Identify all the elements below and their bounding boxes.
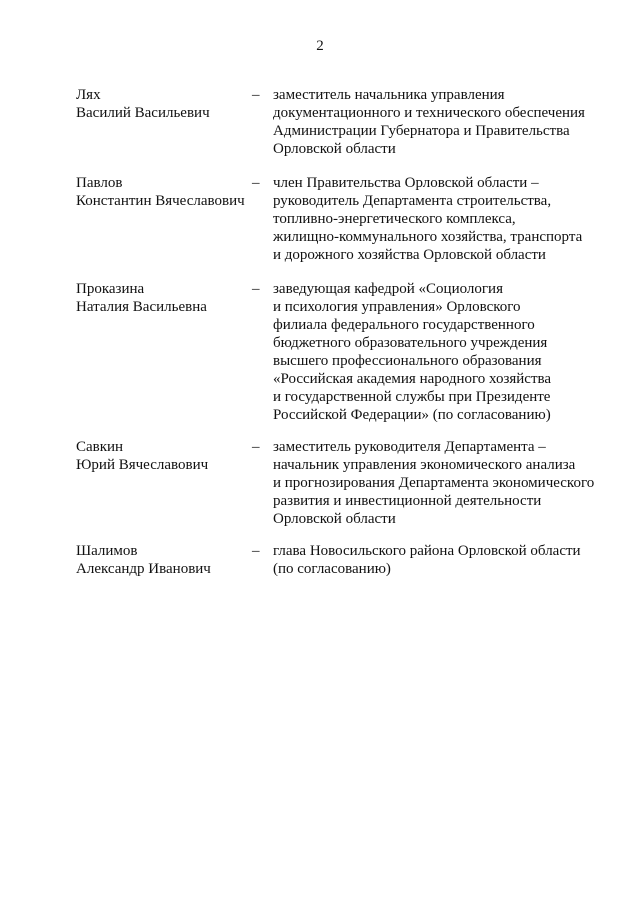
member-given-names: Юрий Вячеславович	[76, 457, 209, 473]
position-line: (по согласованию)	[273, 561, 391, 577]
position-line: и государственной службы при Президенте	[273, 389, 551, 405]
position-line: «Российская академия народного хозяйства	[273, 371, 552, 387]
position-line: начальник управления экономического анализа	[273, 457, 576, 473]
position-line: документационного и технического обеспечения	[273, 105, 585, 121]
member-surname: Проказина	[76, 281, 145, 297]
position-line: заместитель руководителя Департамента –	[273, 439, 546, 455]
separator-dash: –	[252, 87, 260, 103]
position-line: член Правительства Орловской области –	[273, 175, 539, 191]
position-line: Российской Федерации» (по согласованию)	[273, 407, 551, 423]
separator-dash: –	[252, 439, 260, 455]
position-line: и психология управления» Орловского	[273, 299, 521, 315]
position-line: жилищно-коммунального хозяйства, транспорта	[273, 229, 583, 245]
position-line: Администрации Губернатора и Правительства	[273, 123, 570, 139]
member-surname: Шалимов	[76, 543, 138, 559]
position-line: заведующая кафедрой «Социология	[273, 281, 503, 297]
position-line: высшего профессионального образования	[273, 353, 542, 369]
position-line: заместитель начальника управления	[273, 87, 505, 103]
member-surname: Павлов	[76, 175, 123, 191]
member-given-names: Василий Васильевич	[76, 105, 210, 121]
member-given-names: Наталия Васильевна	[76, 299, 207, 315]
position-line: и дорожного хозяйства Орловской области	[273, 247, 546, 263]
member-given-names: Александр Иванович	[76, 561, 211, 577]
member-surname: Савкин	[76, 439, 124, 455]
position-line: бюджетного образовательного учреждения	[273, 335, 548, 351]
separator-dash: –	[252, 281, 260, 297]
position-line: Орловской области	[273, 511, 396, 527]
member-given-names: Константин Вячеславович	[76, 193, 245, 209]
position-line: руководитель Департамента строительства,	[273, 193, 552, 209]
position-line: развития и инвестиционной деятельности	[273, 493, 542, 509]
member-surname: Лях	[76, 87, 101, 103]
position-line: Орловской области	[273, 141, 396, 157]
position-line: филиала федерального государственного	[273, 317, 535, 333]
position-line: топливно-энергетического комплекса,	[273, 211, 516, 227]
separator-dash: –	[252, 175, 260, 191]
separator-dash: –	[252, 543, 260, 559]
position-line: глава Новосильского района Орловской области	[273, 543, 581, 559]
page-number: 2	[316, 38, 324, 54]
position-line: и прогнозирования Департамента экономического	[273, 475, 595, 491]
